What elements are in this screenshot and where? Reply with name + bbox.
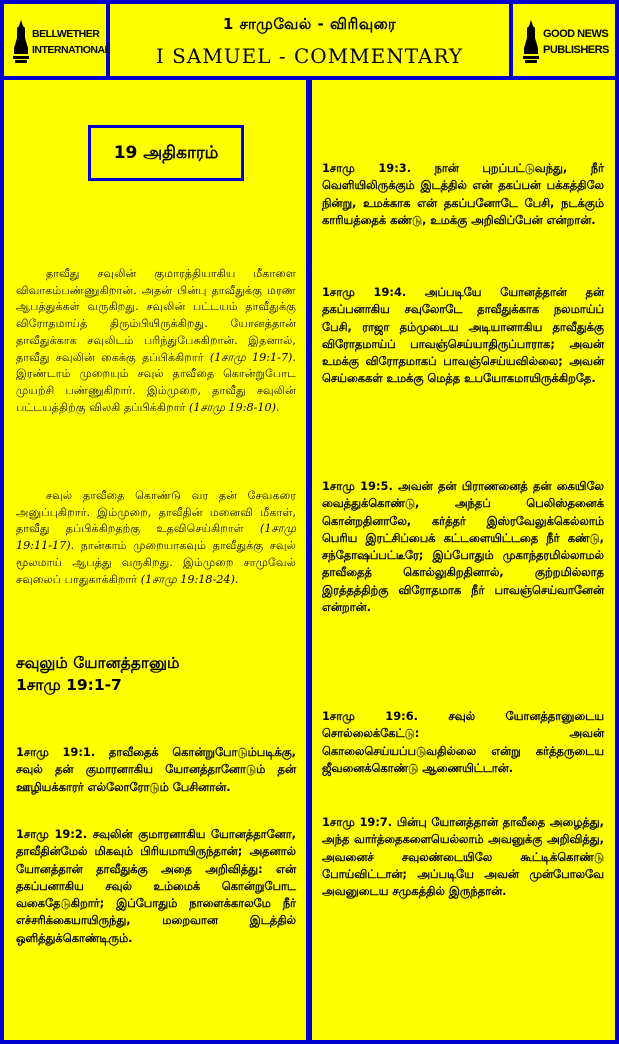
verse-19-5: 1சாமு 19:5. அவன் தன் பிராணனைத் தன் கையிலே வைத்துக்கொண்டு, அந்தப் பெலிஸ்தனைக் கொன்றதினாலே, கர்த்தர் இஸ்ரவேலுக்கெல்லாம் பெரிய இரட்சிப்பைக் கட்டளையிட்டதை நீர் கண்டு, சந்தோஷப்பட்டீரே; இப்போதும் முகாந்தரமில்லாமல் தாவீதைத் கொல்லுகிறதினால், குற்றமில்லாத இரத்தத்திற்கு விரோதமாக நீர் பாவஞ்செய்வானேன் என்றான். [322,479,604,615]
publisher-logo-left [4,4,111,76]
verse-19-6: 1சாமு 19:6. சவுல் யோனத்தானுடைய சொல்லைக்கேட்டு: அவன் கொலைசெய்யப்படுவதில்லை என்று கர்த்தருடைய ஜீவனைக்கொண்டு ஆணையிட்டான். [322,709,604,775]
bell-icon [12,18,30,64]
bellwether-logo [12,16,111,66]
summary-paragraph-2 [16,488,296,588]
verse-19-1: 1சாமு 19:1. தாவீதைக் கொன்றுபோடும்படிக்கு, சவுல் தன் குமாரனாகிய யோனத்தானோடும் தன் ஊழியக்காரர் எல்லோரோடும் பேசினான். [16,745,296,794]
title-banner [110,4,509,76]
scripture-reference: (1சாமு 19:18-24). [140,572,239,586]
chapter-title: 19 அதிகாரம் [88,125,244,181]
section-heading [16,652,179,696]
section-heading-title: சவுலும் யோனத்தானும் [16,654,180,672]
verse-19-7: 1சாமு 19:7. பின்பு யோனத்தான் தாவீதை அழைத்து, அந்த வார்த்தைகளையெல்லாம் அவனுக்கு அறிவித்து, அவனைச் சவுலண்டையிலே கூட்டிக்கொண்டு போய்விட்டான்; அப்படியே அவன் முன்போலவே அவனுடைய சமுகத்தில் இருந்தான். [322,815,604,899]
verse-19-2: 1சாமு 19:2. சவுலின் குமாரனாகிய யோனத்தானோ, தாவீதின்மேல் மிகவும் பிரியமாயிருந்தான்; அதனால் யோனத்தான் தாவீதுக்கு அதை அறிவித்து: என் தகப்பனாகிய சவுல் உம்மைக் கொன்றுபோட வகைதேடுகிறார்; இப்போதும் நாளைக்காலமே நீர் எச்சரிக்கையாயிருந்து, மறைவான இடத்தில் ஒளித்துக்கொண்டிரும். [16,827,296,945]
summary-text: தாவீது சவுலின் குமாரத்தியாகிய மீகாளை விவாகம்பண்ணுகிறான். அதன் பின்பு தாவீதுக்கு மரண ஆபத்துக்கள் வருகிறது. சவுலின் பட்டயம் தாவீதுக்கு விரோதமாய்த் திரும்பியிருக்கிறது. யோனத்தான் தாவீதுக்காக சவுலிடம் பரிந்துபேசுகிறான். இதனால், தாவீது சவுலின் கைக்கு தப்பிக்கிறார் [16,267,296,364]
right-column [312,80,615,1040]
publisher-logo-right [513,4,615,76]
summary-paragraph-1 [16,266,296,416]
section-heading-reference: 1சாமு 19:1-7 [16,676,122,694]
summary-text: சவுல் தாவீதை கொண்டு வர தன் சேவகரை அனுப்புகிறார். இம்முறை, தாவீதின் மனைவி மீகாள், தாவீது தப்பிக்கிறதற்கு உதவிசெய்கிறாள் [16,489,296,536]
logo-line2: INTERNATIONAL [32,44,111,56]
verse-19-4: 1சாமு 19:4. அப்படியே யோனத்தான் தன் தகப்பனாகிய சவுலோடே தாவீதுக்காக நலமாய்ப் பேசி, ராஜா தம்முடைய அடியானாகிய தாவீதுக்கு விரோதமாய்ப் பாவஞ்செய்யாதிருப்பாராக; அவன் உமக்கு விரோதமாகப் பாவஞ்செய்யவில்லை; அவன் செய்கைகள் உமக்கு மெத்த உபயோகமாயிருக்கிறதே. [322,285,604,386]
good-news-logo [521,16,607,66]
verse-19-3: 1சாமு 19:3. நான் புறப்பட்டுவந்து, நீர் வெளியிலிருக்கும் இடத்தில் என் தகப்பன் பக்கத்திலே நின்று, உமக்காக என் தகப்பனோடே பேசி, நடக்கும் காரியத்தைக் கண்டு, உமக்கு அறிவிப்பேன் என்றான். [322,161,604,227]
scripture-reference: (1சாமு 19:11-17). [16,522,296,553]
scripture-reference: (1சாமு 19:8-10). [188,400,280,414]
logo-line1: GOOD NEWS [543,28,609,40]
summary-text: இரண்டாம் முறையும் சவுல் தாவீதை கொன்றுபோட முயற்சி பண்ணுகிறார். இம்முறை, தாவீது சவுலின் பட்டயத்திற்கு விலகி தப்பிக்கிறார் [16,367,296,414]
logo-line2: PUBLISHERS [543,44,609,56]
left-column [4,80,306,1040]
scripture-reference: (1சாமு 19:1-7). [209,350,296,364]
title-tamil: 1 சாமுவேல் - விரிவுரை [222,15,397,33]
summary-text: நான்காம் முறையாகவும் தாவீதுக்கு சவுல் மூலமாய் ஆபத்து வருகிறது. இம்முறை சாமுவேல் சவுலைப் பாதுகாக்கிறார் [16,539,296,586]
bell-icon [521,18,541,64]
logo-line1: BELLWETHER [32,28,100,40]
title-english: I SAMUEL - COMMENTARY [155,44,464,68]
